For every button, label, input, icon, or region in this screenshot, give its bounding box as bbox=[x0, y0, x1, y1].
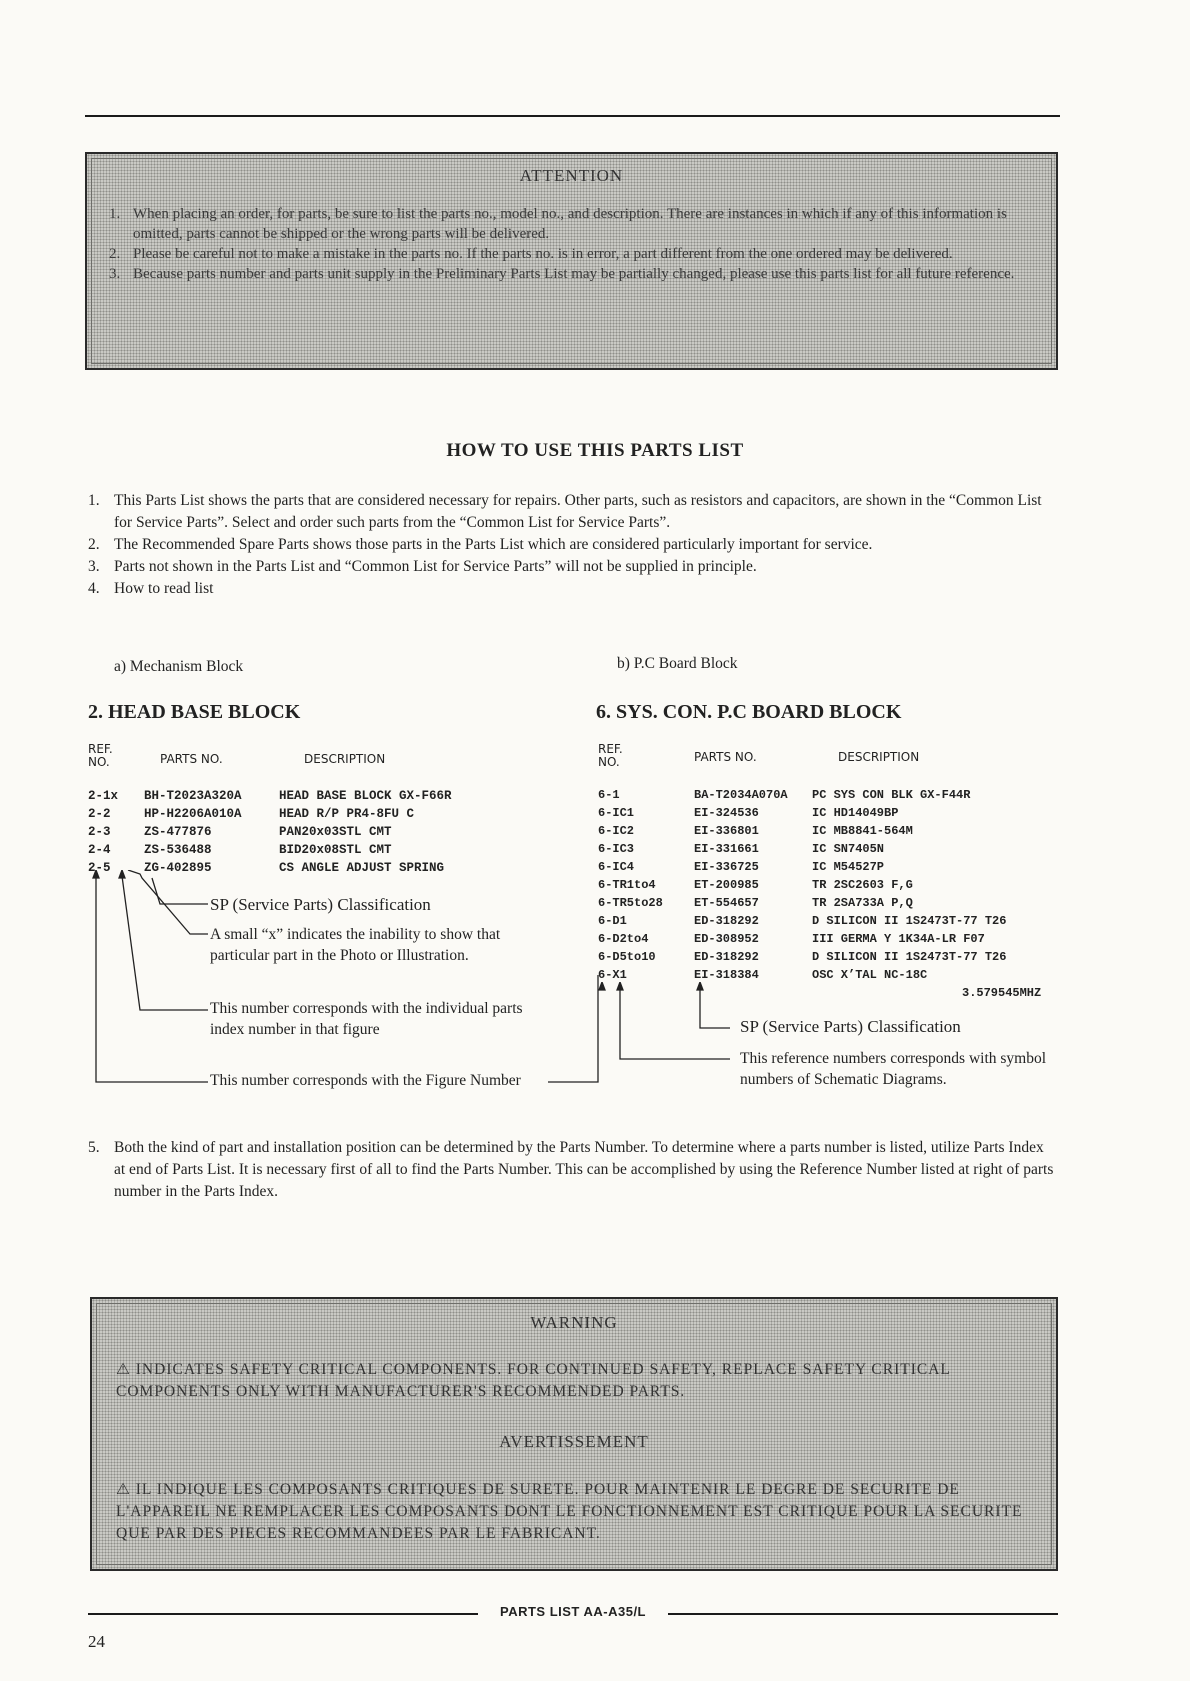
top-rule bbox=[85, 115, 1060, 117]
figure-note: This number corresponds with the Figure Number bbox=[210, 1072, 521, 1089]
table-row: 6-TR5to28 ET-554657 TR 2SA733A P,Q bbox=[598, 896, 913, 910]
table-row: 6-D5to10 ED-318292 D SILICON II 1S2473T-77 T26 bbox=[598, 950, 1007, 964]
table-row: 2-5 ZG-402895 CS ANGLE ADJUST SPRING bbox=[88, 861, 445, 875]
para-5: 5. Both the kind of part and installation position can be determined by the Parts Number. To determine where a parts number is listed, utilize Parts Index at end of Parts List. It is necessary first of all to find the Parts Number. This can be accomplished by using the Reference Number listed at right of parts number in the Parts Index. bbox=[88, 1139, 1054, 1200]
description-header: DESCRIPTION bbox=[304, 752, 386, 766]
howto-item: 3. Parts not shown in the Parts List and “Common List for Service Parts” will not be supplied in principle. bbox=[88, 558, 757, 575]
page-number: 24 bbox=[88, 1632, 105, 1651]
description-header-right: DESCRIPTION bbox=[838, 750, 920, 764]
table-row: 6-X1 EI-318384 OSC X’TAL NC-18C bbox=[598, 968, 928, 982]
table-row: 6-D2to4 ED-308952 III GERMA Y 1K34A-LR F07 bbox=[598, 932, 985, 946]
attention-item: 3. Because parts number and parts unit supply in the Preliminary Parts List may be partially changed, please use this parts list for all future reference. bbox=[109, 266, 1015, 282]
x-note: A small “x” indicates the inability to show that particular part in the Photo or Illustration. bbox=[210, 926, 501, 964]
table-row: 6-IC4 EI-336725 IC M54527P bbox=[598, 860, 885, 874]
sys-con-table bbox=[598, 786, 1058, 984]
ref-note: This reference numbers corresponds with symbol numbers of Schematic Diagrams. bbox=[740, 1050, 1047, 1088]
attention-item: 1. When placing an order, for parts, be sure to list the parts no., model no., and description. There are instances in which if any of this information is omitted, parts cannot be shipped or the wrong parts will be delivered. bbox=[109, 206, 1007, 242]
footer bbox=[88, 1604, 1058, 1624]
table-row: 6-1 BA-T2034A070A PC SYS CON BLK GX-F44R bbox=[598, 788, 971, 802]
footer-label: PARTS LIST AA-A35/L bbox=[499, 1604, 646, 1619]
attention-title: ATTENTION bbox=[519, 166, 624, 185]
left-sp-note: SP (Service Parts) Classification bbox=[210, 895, 431, 914]
index-note: This number corresponds with the individual parts index number in that figure bbox=[210, 1000, 523, 1038]
parts-no-header: PARTS NO. bbox=[160, 752, 223, 766]
warning-title: WARNING bbox=[530, 1313, 618, 1332]
sys-con-block-title: 6. SYS. CON. P.C BOARD BLOCK bbox=[596, 701, 902, 723]
avertissement-title: AVERTISSEMENT bbox=[499, 1432, 649, 1451]
right-leader-lines bbox=[596, 982, 736, 1062]
howto-item: 2. The Recommended Spare Parts shows those parts in the Parts List which are considered particularly important for service. bbox=[88, 536, 873, 553]
attention-item: 2. Please be careful not to make a mistake in the parts no. If the parts no. is in error, a part different from the one ordered may be delivered. bbox=[109, 246, 953, 262]
table-row: 2-4 ZS-536488 BID20x08STL CMT bbox=[88, 843, 392, 857]
table-row: 6-IC2 EI-336801 IC MB8841-564M bbox=[598, 824, 913, 838]
right-sp-note: SP (Service Parts) Classification bbox=[740, 1017, 961, 1036]
table-row: 2-2 HP-H2206A010A HEAD R/P PR4-8FU C bbox=[88, 807, 415, 821]
table-row: 6-D1 ED-318292 D SILICON II 1S2473T-77 T26 bbox=[598, 914, 1007, 928]
ref-no-header-right: REF. NO. bbox=[598, 742, 623, 769]
head-base-table bbox=[88, 787, 528, 877]
head-base-block-title: 2. HEAD BASE BLOCK bbox=[88, 701, 301, 723]
howto-item: 4. How to read list bbox=[88, 580, 214, 597]
table-row: 2-1x BH-T2023A320A HEAD BASE BLOCK GX-F66R bbox=[88, 789, 452, 803]
table-row: 2-3 ZS-477876 PAN20x03STL CMT bbox=[88, 825, 392, 839]
osc-frequency: 3.579545MHZ bbox=[962, 986, 1042, 1000]
attention-list bbox=[109, 204, 1029, 284]
avertissement-body: ⚠ IL INDIQUE LES COMPOSANTS CRITIQUES DE SURETE. POUR MAINTENIR LE DEGRE DE SECURITE DE L'APPAREIL NE REMPLACER LES COMPOSANTS DONT LE FONCTIONNEMENT EST CRITIQUE POUR LA SECURITE QUE PAR DES PIECES RECOMMANDEES PAR LE FABRICANT. bbox=[116, 1481, 1023, 1542]
sub-b-label: b) P.C Board Block bbox=[617, 655, 738, 672]
warning-box bbox=[90, 1297, 1058, 1571]
sub-a-label: a) Mechanism Block bbox=[114, 658, 244, 675]
table-row: 6-TR1to4 ET-200985 TR 2SC2603 F,G bbox=[598, 878, 913, 892]
attention-box bbox=[85, 152, 1058, 370]
howto-list bbox=[88, 490, 1058, 600]
warning-body: ⚠ INDICATES SAFETY CRITICAL COMPONENTS. FOR CONTINUED SAFETY, REPLACE SAFETY CRITICAL COMPONENTS ONLY WITH MANUFACTURER'S RECOMMENDED PARTS. bbox=[116, 1361, 951, 1400]
ref-no-header: REF. NO. bbox=[88, 742, 113, 769]
table-row: 6-IC3 EI-331661 IC SN7405N bbox=[598, 842, 885, 856]
table-row: 6-IC1 EI-324536 IC HD14049BP bbox=[598, 806, 899, 820]
parts-no-header-right: PARTS NO. bbox=[694, 750, 757, 764]
howto-item: 1. This Parts List shows the parts that are considered necessary for repairs. Other parts, such as resistors and capacitors, are shown in the “Common List for Service Parts”. Select and order such parts from the “Common List for Service Parts”. bbox=[88, 492, 1042, 531]
howto-title: HOW TO USE THIS PARTS LIST bbox=[446, 440, 744, 461]
